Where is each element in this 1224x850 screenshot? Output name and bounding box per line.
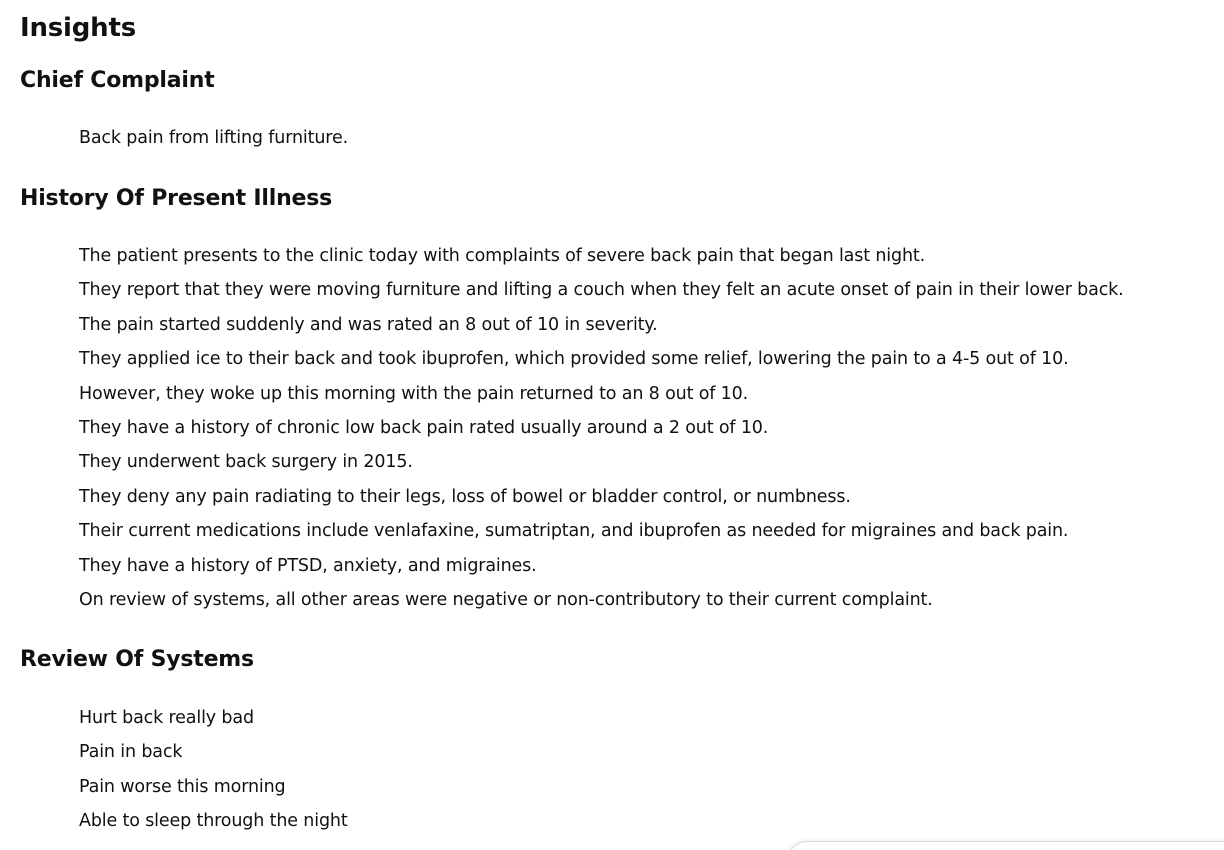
page-title: Insights xyxy=(20,13,136,43)
section-heading-chief-complaint: Chief Complaint xyxy=(20,68,215,93)
chief-complaint-line: Back pain from lifting furniture. xyxy=(79,128,348,148)
hpi-line: They report that they were moving furniture and lifting a couch when they felt an acute onset of pain in their lower back. xyxy=(79,280,1124,301)
hpi-line: They deny any pain radiating to their legs, loss of bowel or bladder control, or numbness. xyxy=(79,486,851,507)
floating-panel-edge[interactable] xyxy=(786,841,1224,850)
hpi-line: They underwent back surgery in 2015. xyxy=(79,452,413,473)
review-of-systems-list xyxy=(79,701,348,839)
ros-line: Hurt back really bad xyxy=(79,708,254,728)
history-of-present-illness-list xyxy=(79,239,1124,617)
chief-complaint-list xyxy=(79,121,348,155)
ros-line: Pain in back xyxy=(79,742,183,763)
hpi-line: On review of systems, all other areas were negative or non-contributory to their current complaint. xyxy=(79,589,933,610)
hpi-line: They have a history of PTSD, anxiety, and migraines. xyxy=(79,555,537,576)
ros-line: Able to sleep through the night xyxy=(79,811,348,832)
hpi-line: Their current medications include venlafaxine, sumatriptan, and ibuprofen as needed for migraines and back pain. xyxy=(79,521,1069,542)
hpi-line: They have a history of chronic low back pain rated usually around a 2 out of 10. xyxy=(79,417,769,438)
hpi-line: They applied ice to their back and took ibuprofen, which provided some relief, lowering the pain to a 4-5 out of 10. xyxy=(79,349,1069,370)
section-heading-review-of-systems: Review Of Systems xyxy=(20,647,254,672)
ros-line: Pain worse this morning xyxy=(79,776,286,797)
section-heading-history-of-present-illness: History Of Present Illness xyxy=(20,186,333,211)
hpi-line: However, they woke up this morning with the pain returned to an 8 out of 10. xyxy=(79,383,749,404)
hpi-line: The pain started suddenly and was rated an 8 out of 10 in severity. xyxy=(79,314,658,335)
hpi-line: The patient presents to the clinic today with complaints of severe back pain that began last night. xyxy=(79,246,926,266)
